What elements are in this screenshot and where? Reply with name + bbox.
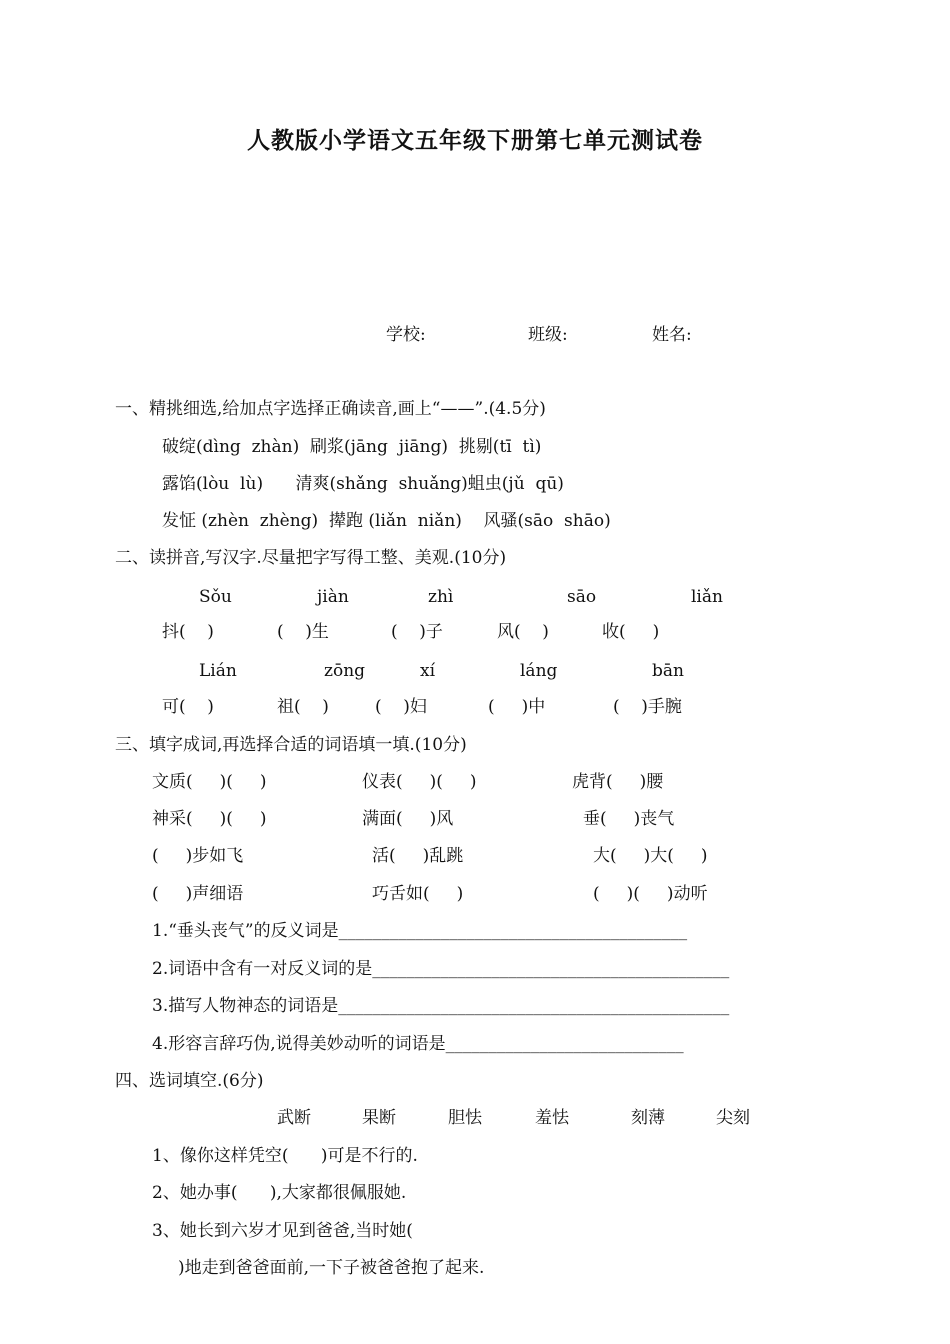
school-label: 学校: <box>386 325 426 345</box>
question: 3.描写人物神态的词语是______________________________________________ <box>152 996 730 1016</box>
word-blank: ( )手腕 <box>613 697 682 717</box>
word-option: 尖刻 <box>716 1108 750 1128</box>
section1-line: 破绽(dìng zhàn) 刷浆(jāng jiāng) 挑剔(tī tì) <box>162 437 542 457</box>
idiom-blank: 巧舌如( ) <box>372 884 464 904</box>
pinyin: sāo <box>567 587 597 607</box>
class-label: 班级: <box>528 325 568 345</box>
word-blank: ( )生 <box>277 622 329 642</box>
pinyin: zhì <box>428 587 454 607</box>
idiom-blank: ( )步如飞 <box>152 846 244 866</box>
sentence: 3、她长到六岁才见到爸爸,当时她( <box>152 1221 413 1241</box>
sentence: )地走到爸爸面前,一下子被爸爸抱了起来. <box>178 1258 485 1278</box>
word-option: 果断 <box>362 1108 396 1128</box>
idiom-blank: ( )( )动听 <box>593 884 708 904</box>
word-blank: ( )妇 <box>375 697 427 717</box>
sentence: 2、她办事( ),大家都很佩服她. <box>152 1183 407 1203</box>
idiom-blank: ( )声细语 <box>152 884 244 904</box>
idiom-blank: 满面( )风 <box>362 809 454 829</box>
word-option: 胆怯 <box>448 1108 482 1128</box>
word-blank: 风( ) <box>497 622 549 642</box>
sentence: 1、像你这样凭空( )可是不行的. <box>152 1146 418 1166</box>
question: 2.词语中含有一对反义词的是__________________________________________ <box>152 959 730 979</box>
pinyin: Sǒu <box>199 587 232 607</box>
question: 1.“垂头丧气”的反义词是_________________________________________ <box>152 921 688 941</box>
section1-heading: 一、精挑细选,给加点字选择正确读音,画上“——”.(4.5分) <box>115 399 546 419</box>
pinyin: xí <box>420 661 436 681</box>
question: 4.形容言辞巧伪,说得美妙动听的词语是____________________________ <box>152 1034 684 1054</box>
word-blank: 祖( ) <box>277 697 329 717</box>
idiom-blank: 活( )乱跳 <box>372 846 464 866</box>
pinyin: zōng <box>324 661 366 681</box>
section2-heading: 二、读拼音,写汉字.尽量把字写得工整、美观.(10分) <box>115 548 507 568</box>
word-blank: ( )中 <box>488 697 546 717</box>
word-blank: 可( ) <box>162 697 214 717</box>
word-blank: 抖( ) <box>162 622 214 642</box>
pinyin: Lián <box>199 661 237 681</box>
word-option: 羞怯 <box>535 1108 569 1128</box>
word-option: 刻薄 <box>631 1108 665 1128</box>
idiom-blank: 文质( )( ) <box>152 772 267 792</box>
pinyin: bān <box>652 661 684 681</box>
word-option: 武断 <box>277 1108 311 1128</box>
section4-heading: 四、选词填空.(6分) <box>115 1071 264 1091</box>
idiom-blank: 垂( )丧气 <box>583 809 675 829</box>
section1-line: 发怔 (zhèn zhèng) 撵跑 (liǎn niǎn) 风骚(sāo shāo) <box>162 511 611 531</box>
section1-line: 露馅(lòu lù) 清爽(shǎng shuǎng)蛆虫(jǔ qū) <box>162 474 564 494</box>
name-label: 姓名: <box>652 325 692 345</box>
word-blank: 收( ) <box>602 622 660 642</box>
idiom-blank: 仪表( )( ) <box>362 772 477 792</box>
pinyin: láng <box>520 661 558 681</box>
idiom-blank: 虎背( )腰 <box>572 772 664 792</box>
word-blank: ( )子 <box>391 622 443 642</box>
idiom-blank: 大( )大( ) <box>593 846 708 866</box>
page-title: 人教版小学语文五年级下册第七单元测试卷 <box>247 127 703 154</box>
idiom-blank: 神采( )( ) <box>152 809 267 829</box>
section3-heading: 三、填字成词,再选择合适的词语填一填.(10分) <box>115 735 467 755</box>
pinyin: jiàn <box>317 587 349 607</box>
pinyin: liǎn <box>691 587 723 607</box>
